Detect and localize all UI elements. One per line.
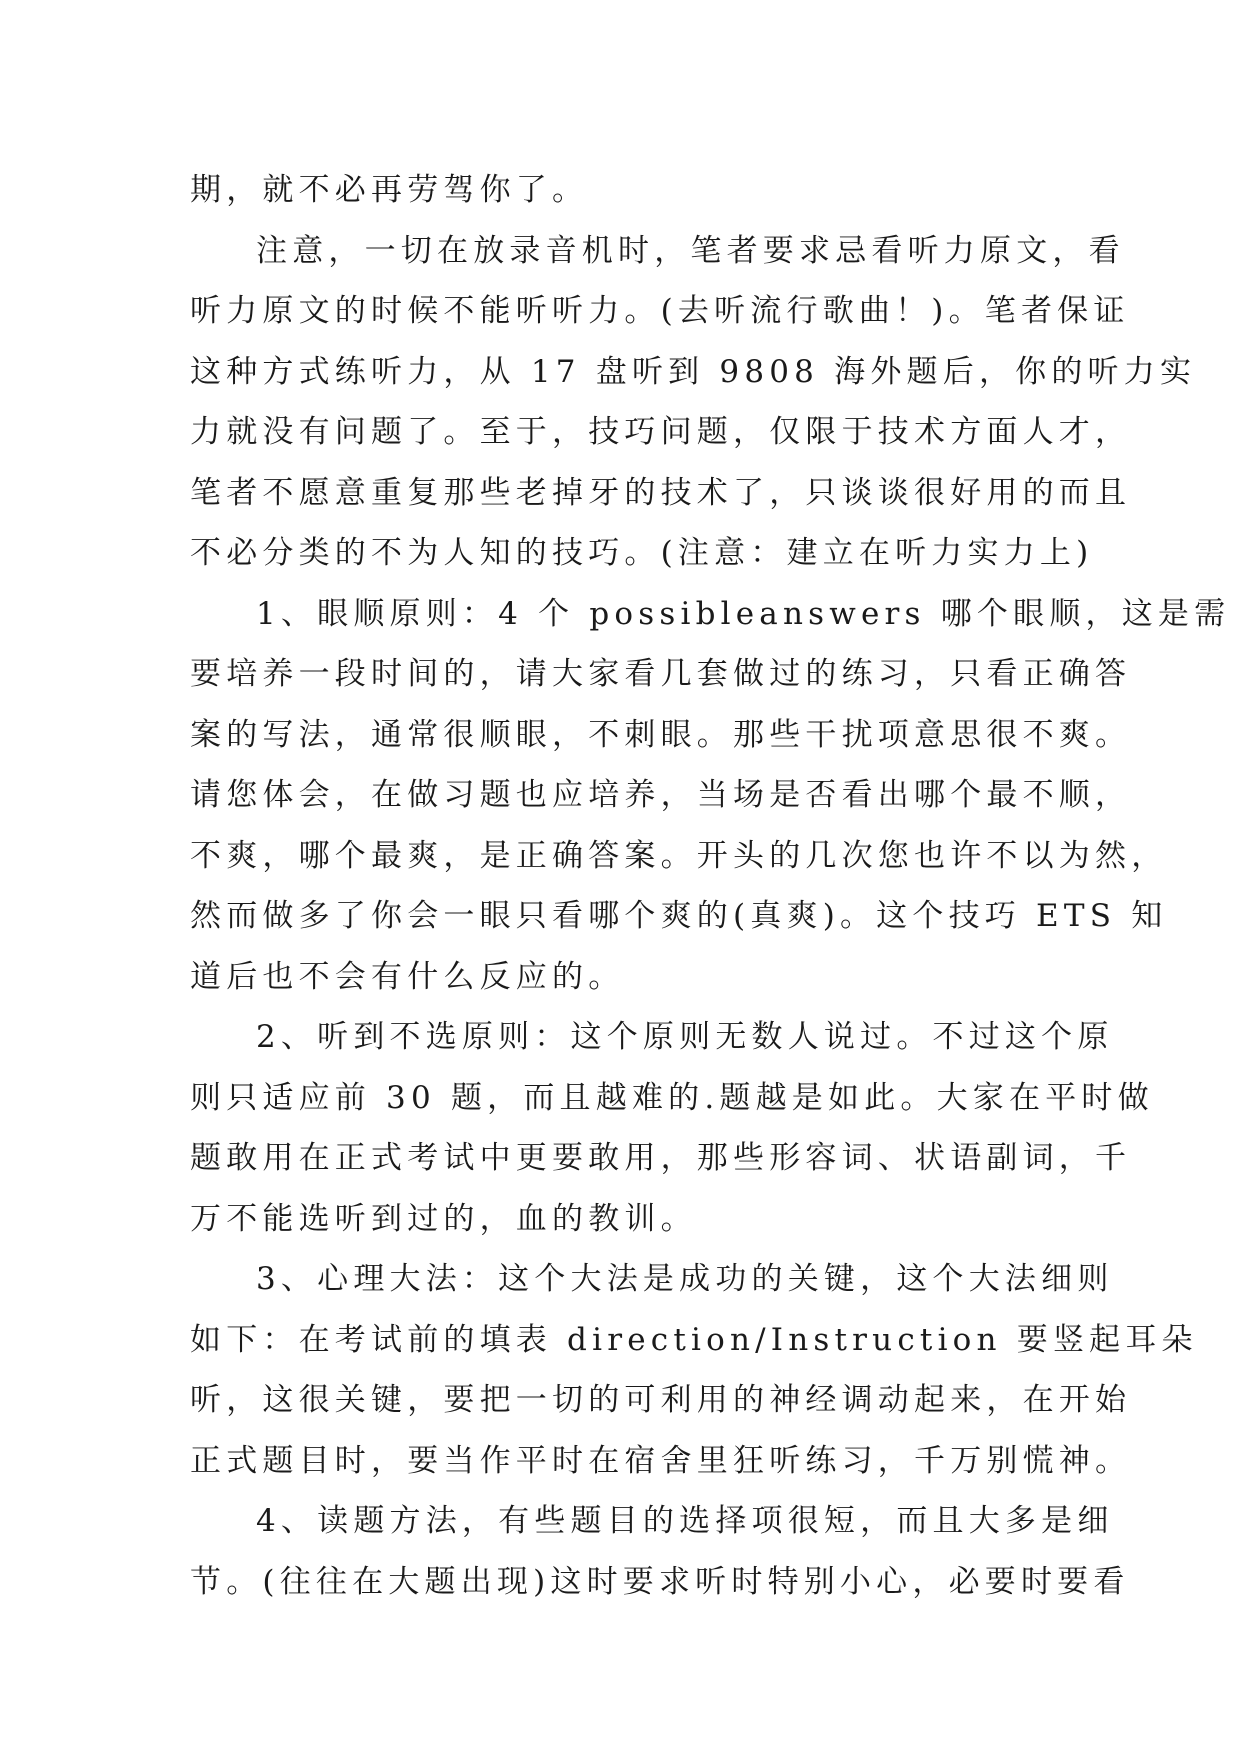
text-line: 节。(往往在大题出现)这时要求听时特别小心，必要时要看 [190, 1563, 1130, 1600]
text-line: 万不能选听到过的，血的教训。 [190, 1200, 697, 1237]
text-line: 题敢用在正式考试中更要敢用，那些形容词、状语副词，千 [190, 1140, 1132, 1176]
text-line: 正式题目时，要当作平时在宿舍里狂听练习，千万别慌神。 [190, 1442, 1132, 1479]
text-line: 请您体会，在做习题也应培养，当场是否看出哪个最不顺， [190, 777, 1132, 813]
text-line: 期，就不必再劳驾你了。 [190, 172, 589, 208]
text-line: 道后也不会有什么反应的。 [190, 958, 625, 995]
text-line: 这种方式练听力，从 17 盘听到 9808 海外题后，你的听力实 [190, 353, 1197, 390]
text-line: 笔者不愿意重复那些老掉牙的技术了，只谈谈很好用的而且 [190, 474, 1132, 511]
document-body [190, 160, 1231, 1612]
text-line: 听，这很关键，要把一切的可利用的神经调动起来，在开始 [190, 1382, 1132, 1418]
paragraph-start-line: 3、心理大法：这个大法是成功的关键，这个大法细则 [256, 1261, 1114, 1297]
text-line: 要培养一段时间的，请大家看几套做过的练习，只看正确答 [190, 656, 1132, 692]
text-line: 则只适应前 30 题，而且越难的.题越是如此。大家在平时做 [190, 1079, 1154, 1116]
text-line: 如下：在考试前的填表 direction/Instruction 要竖起耳朵 [190, 1321, 1198, 1358]
paragraph-start-line: 注意，一切在放录音机时，笔者要求忌看听力原文，看 [256, 232, 1125, 269]
paragraph-start-line: 1、眼顺原则：4 个 possibleanswers 哪个眼顺，这是需 [256, 595, 1231, 632]
paragraph-start-line: 2、听到不选原则：这个原则无数人说过。不过这个原 [256, 1019, 1114, 1055]
text-line: 案的写法，通常很顺眼，不刺眼。那些干扰项意思很不爽。 [190, 716, 1132, 753]
text-line: 不必分类的不为人知的技巧。(注意：建立在听力实力上) [190, 535, 1094, 571]
text-line: 不爽，哪个最爽，是正确答案。开头的几次您也许不以为然， [190, 837, 1168, 874]
text-line: 听力原文的时候不能听听力。(去听流行歌曲！)。笔者保证 [190, 293, 1130, 329]
text-line: 力就没有问题了。至于，技巧问题，仅限于技术方面人才， [190, 414, 1132, 450]
text-line: 然而做多了你会一眼只看哪个爽的(真爽)。这个技巧 ETS 知 [190, 898, 1168, 934]
paragraph-start-line: 4、读题方法，有些题目的选择项很短，而且大多是细 [256, 1503, 1114, 1539]
